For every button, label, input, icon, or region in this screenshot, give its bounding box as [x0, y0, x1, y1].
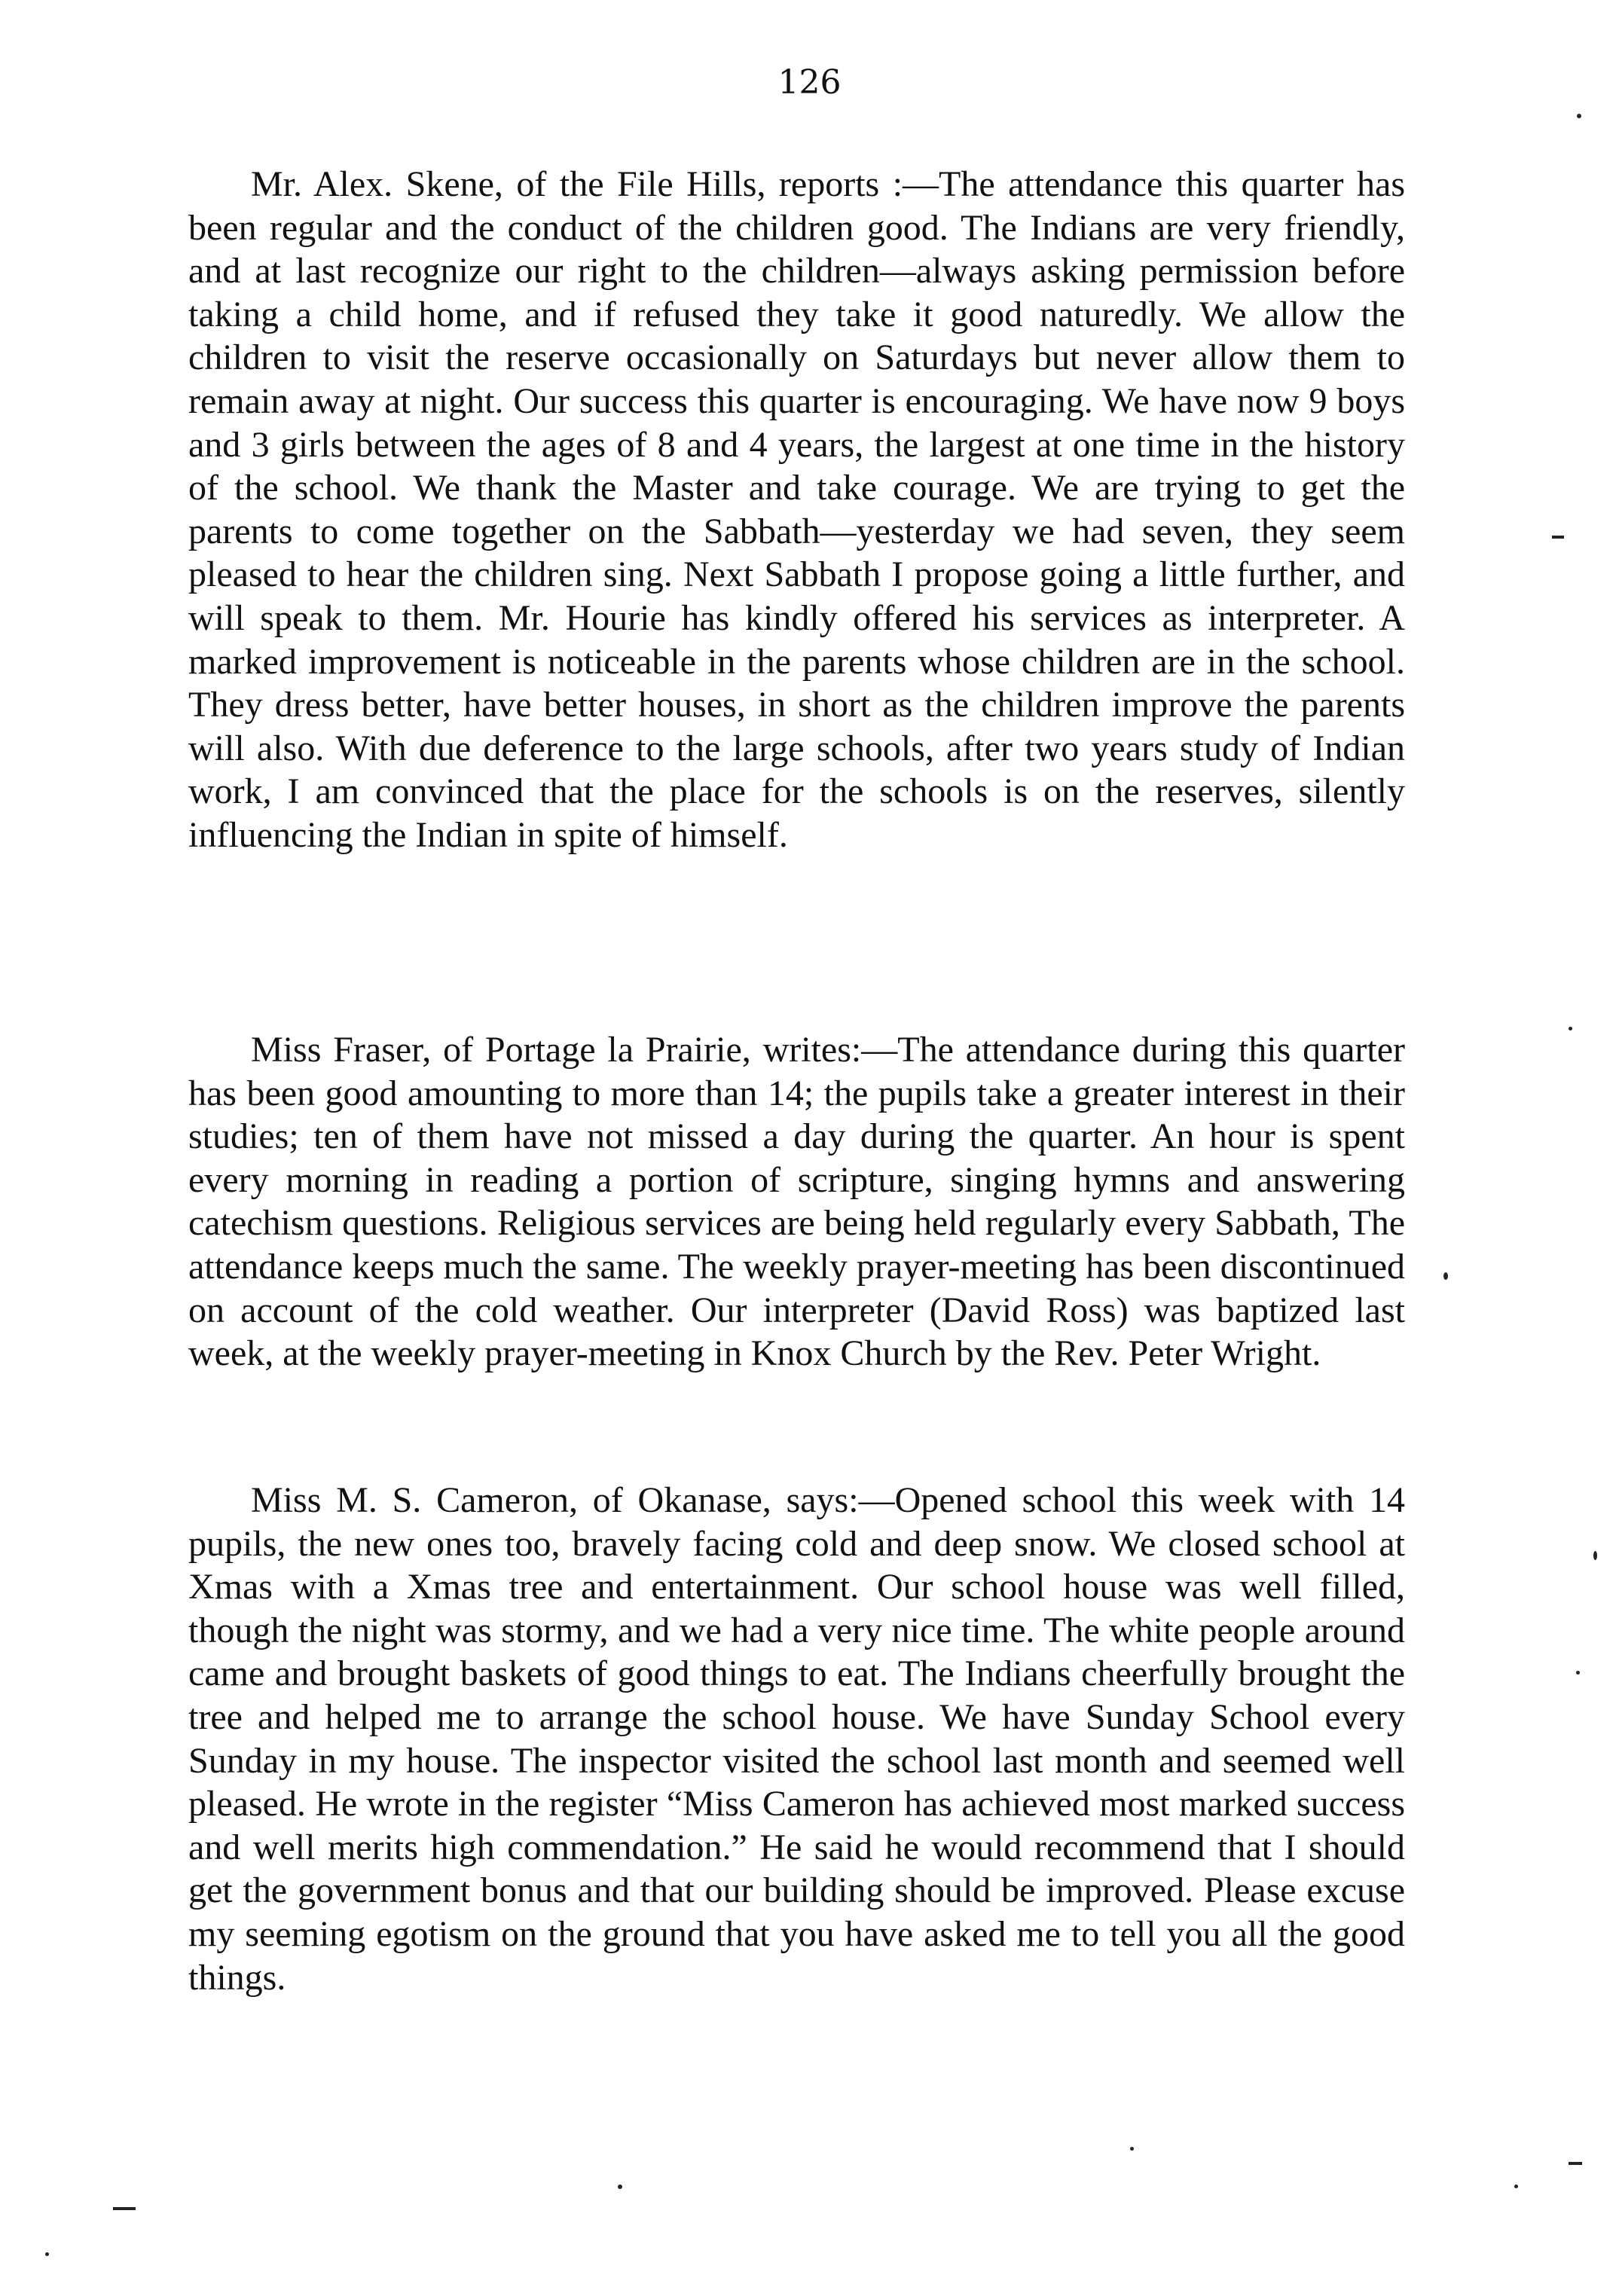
scan-speck: [1130, 2147, 1134, 2151]
scan-speck: [1514, 2185, 1518, 2188]
paragraph-cameron-report: Miss M. S. Cameron, of Okanase, says:—Opened school this week with 14 pupils, the new ones too, bravely facing cold and deep snow. We closed school at Xmas with a Xmas tree and entertainment. Our school house was well filled, though the night was stormy, and we had a very nice time. The white people around came and brought baskets of good things to eat. The Indians cheerfully brought the tree and helped me to arrange the school house. We have Sunday School every Sunday in my house. The inspector visited the school last month and seemed well pleased. He wrote in the register “Miss Cameron has achieved most marked success and well merits high commendation.” He said he would recommend that I should get the government bonus and that our building should be improved. Please excuse my seeming egotism on the ground that you have asked me to tell you all the good things.: [188, 1480, 1405, 1998]
scan-speck: [1569, 1027, 1572, 1030]
scan-speck: [1552, 536, 1564, 539]
paragraph-fraser-report: Miss Fraser, of Portage la Prairie, writes:—The attendance during this quarter has been good amounting to more than 14; the pupils take a greater interest in their studies; ten of them have not missed a day during the quarter. An hour is spent every morning in reading a portion of scripture, singing hymns and answering catechism questions. Religious services are being held regularly every Sabbath, The attendance keeps much the same. The weekly prayer-meeting has been discontinued on account of the cold weather. Our interpreter (David Ross) was baptized last week, at the weekly prayer-meeting in Knox Church by the Rev. Peter Wright.: [188, 1030, 1405, 1374]
paragraph-skene-report: Mr. Alex. Skene, of the File Hills, reports :—The attendance this quarter has been regular and the conduct of the children good. The Indians are very friendly, and at last recognize our right to the children—always asking permission before taking a child home, and if refused they take it good naturedly. We allow the children to visit the reserve occasionally on Saturdays but never allow them to remain away at night. Our success this quarter is encouraging. We have now 9 boys and 3 girls between the ages of 8 and 4 years, the largest at one time in the history of the school. We thank the Master and take courage. We are trying to get the parents to come together on the Sabbath—yesterday we had seven, they seem pleased to hear the children sing. Next Sabbath I propose going a little further, and will speak to them. Mr. Hourie has kindly offered his services as interpreter. A marked improvement is noticeable in the parents whose children are in the school. They dress better, have better houses, in short as the children improve the parents will also. With due deference to the large schools, after two years study of Indian work, I am convinced that the place for the schools is on the reserves, silently influencing the Indian in spite of himself.: [188, 164, 1405, 855]
scan-speck: [45, 2252, 49, 2256]
scan-speck: [1443, 1272, 1448, 1280]
scan-speck: [1576, 1671, 1580, 1675]
scan-speck: [1577, 114, 1581, 118]
scan-speck: [1593, 1551, 1597, 1560]
scan-speck: [1569, 2162, 1582, 2165]
page-number: 126: [777, 63, 842, 102]
scan-speck: [113, 2207, 136, 2210]
scan-speck: [618, 2185, 622, 2189]
